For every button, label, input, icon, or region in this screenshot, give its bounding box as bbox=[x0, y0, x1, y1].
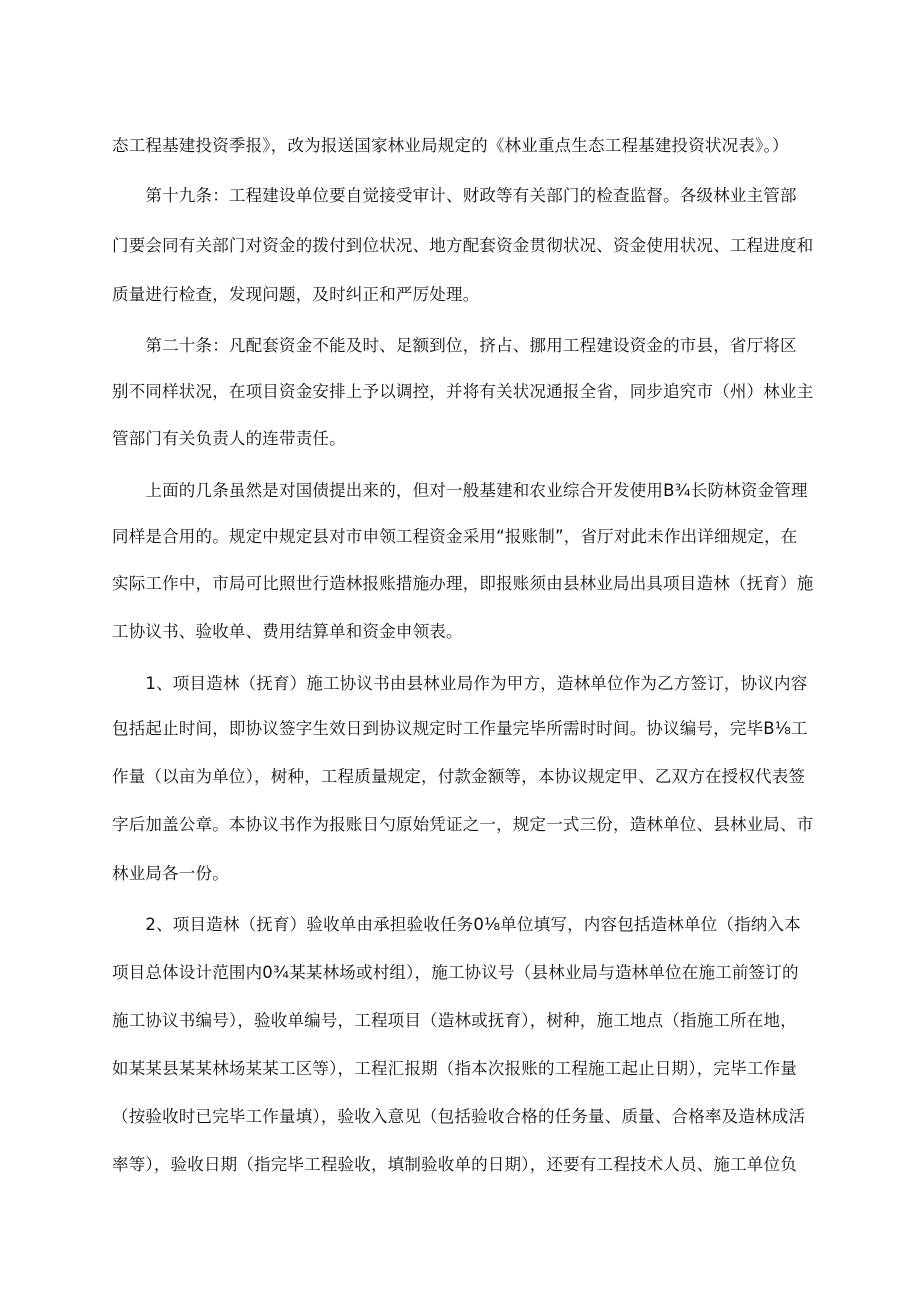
text-line: 项目总体设计范围内0¾某某林场或村组），施工协议号（县林业局与造林单位在施工前签订的 bbox=[112, 963, 799, 982]
text-line: 质量进行检查，发现问题，及时纠正和严厉处理。 bbox=[112, 285, 480, 304]
text-line: 实际工作中，市局可比照世行造林报账措施办理，即报账须由县林业局出具项目造林（抚育）施 bbox=[112, 574, 814, 593]
text-line: 上面的几条虽然是对国债提出来的，但对一般基建和农业综合开发使用B¾长防林资金管理 bbox=[112, 481, 808, 500]
text-line: （按验收时已完毕工作量填），验收入意见（包括验收合格的任务量、质量、合格率及造林成活 bbox=[112, 1107, 806, 1126]
text-line: 别不同样状况，在项目资金安排上予以调控，并将有关状况通报全省，同步追究市（州）林业主 bbox=[112, 382, 814, 401]
text-line: 态工程基建投资季报》，改为报送国家林业局规定的《林业重点生态工程基建投资状况表》。） bbox=[112, 136, 789, 155]
text-line: 2、项目造林（抚育）验收单由承担验收任务0⅛单位填写，内容包括造林单位（指纳入本 bbox=[112, 915, 801, 934]
text-line: 施工协议书编号），验收单编号，工程项目（造林或抚育），树种，施工地点（指施工所在地， bbox=[112, 1011, 797, 1030]
text-line: 作量（以亩为单位），树种，工程质量规定，付款金额等，本协议规定甲、乙双方在授权代表签 bbox=[112, 767, 806, 786]
text-line: 林业局各一份。 bbox=[112, 864, 229, 883]
text-line: 管部门有关负责人的连带责任。 bbox=[112, 429, 346, 448]
text-line: 如某某县某某林场某某工区等），工程汇报期（指本次报账的工程施工起止日期），完毕工作量 bbox=[112, 1059, 797, 1078]
text-line: 1、项目造林（抚育）施工协议书由县林业局作为甲方，造林单位作为乙方签订，协议内容 bbox=[112, 674, 808, 693]
text-line: 同样是合用的。规定中规定县对市申领工程资金采用“报账制”，省厅对此未作出详细规定，在 bbox=[112, 527, 798, 546]
text-line: 第十九条：工程建设单位要自觉接受审计、财政等有关部门的检查监督。各级林业主管部 bbox=[112, 186, 797, 205]
text-line: 字后加盖公章。本协议书作为报账日勺原始凭证之一，规定一式三份，造林单位、县林业局、市 bbox=[112, 815, 814, 834]
text-line: 工协议书、验收单、费用结算单和资金申领表。 bbox=[112, 622, 463, 641]
text-line: 率等），验收日期（指完毕工程验收，填制验收单的日期），还要有工程技术人员、施工单位负 bbox=[112, 1155, 797, 1174]
text-line: 第二十条：凡配套资金不能及时、足额到位，挤占、挪用工程建设资金的市县，省厅将区 bbox=[112, 336, 797, 355]
text-line: 包括起止时间，即协议签字生效日到协议规定时工作量完毕所需时时间。协议编号，完毕B⅛工 bbox=[112, 719, 808, 738]
text-line: 门要会同有关部门对资金的拨付到位状况、地方配套资金贯彻状况、资金使用状况、工程进度和 bbox=[112, 236, 814, 255]
